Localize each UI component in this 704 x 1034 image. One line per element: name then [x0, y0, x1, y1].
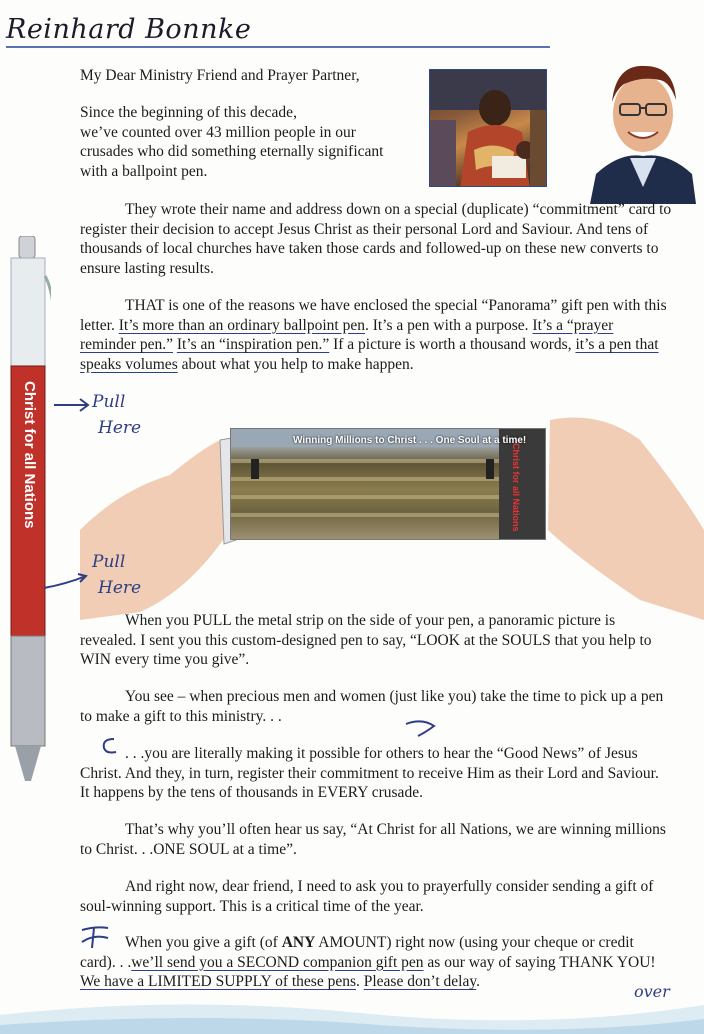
banner-headline: Winning Millions to Christ . . . One Soul at a time! — [293, 435, 527, 446]
signature: Reinhard Bonnke — [6, 14, 252, 45]
p4-text: When you PULL the metal strip on the side of your pen, a panoramic picture is revealed. I sent you this custom-designed pen to say, “LOOK at the SOULS that you help to WIN every time you give”. — [80, 612, 652, 668]
note-here-1: Here — [98, 418, 142, 438]
p9-part-e: . — [476, 973, 480, 990]
p3-part-e: about what you help to make happen. — [177, 355, 414, 373]
paragraph-2 — [80, 200, 672, 278]
p1-line-1: Since the beginning of this decade, — [80, 104, 297, 121]
p9-part-a: When you give a gift (of — [125, 934, 282, 951]
paragraph-8 — [80, 877, 672, 916]
salutation — [80, 66, 420, 86]
arrow-icon — [52, 395, 92, 415]
p1-line-3: crusades who did something eternally significant — [80, 143, 384, 160]
p9-part-d: . — [356, 973, 364, 990]
wave-decoration — [0, 985, 704, 1034]
p1-line-2: we’ve counted over 43 million people in our — [80, 123, 356, 141]
arrow-icon — [42, 570, 90, 592]
note-pull-2: Pull — [92, 552, 126, 572]
banner-side-label: Christ for all Nations — [511, 443, 521, 532]
p3-part-b: . It’s a pen with a purpose. — [364, 316, 533, 334]
note-over-text: over — [634, 982, 670, 1001]
p3-underline-4: it’s a pen that speaks volumes — [80, 336, 659, 373]
paragraph-5 — [80, 687, 672, 726]
p9-part-c: as our way of saying THANK YOU! — [423, 953, 656, 971]
note-here-2: Here — [98, 578, 142, 598]
p9-underline-3: Please don’t delay — [363, 973, 477, 990]
portrait-photo — [590, 52, 696, 204]
paragraph-4 — [80, 611, 672, 670]
p9-text — [80, 933, 672, 992]
p3-part-a: THAT is one of the reasons we have enclosed the special “Panorama” gift pen with this letter. — [80, 297, 667, 334]
p9-bold: ANY — [281, 934, 316, 951]
p5-text: You see – when precious men and women (just like you) take the time to pick up a pen to make a gift to this ministry. . . — [80, 688, 664, 725]
p7-text: That’s why you’ll often hear us say, “At Christ for all Nations, we are winning millions to Christ. . .ONE SOUL at a time”. — [80, 821, 666, 858]
panorama-banner — [230, 428, 546, 540]
note-pull-1: Pull — [92, 392, 126, 412]
paragraph-9 — [80, 933, 672, 992]
crusade-photo — [429, 69, 547, 187]
curved-arrow-icon — [404, 716, 438, 738]
p9-underline-2: We have a LIMITED SUPPLY of these pens — [80, 973, 356, 990]
p2-text: They wrote their name and address down on a special (duplicate) “commitment” card to register their decision to accept Jesus Christ as their personal Lord and Saviour. And tens of thousands of local churches have taken those cards and followed-up on these new converts to ensure lasting results. — [80, 201, 672, 277]
paragraph-6 — [80, 744, 672, 803]
paragraph-7 — [80, 820, 672, 859]
p6-text: . . .you are literally making it possible for others to hear the “Good News” of Jesus Christ. And they, in turn, register their commitment to receive Him as their Lord and Saviour. It happens by the tens of thousands in EVERY crusade. — [80, 745, 659, 801]
p1-line-4: with a ballpoint pen. — [80, 162, 208, 180]
p3-text — [80, 296, 672, 374]
p3-underline-2: It’s a “prayer reminder pen.” — [80, 316, 614, 353]
header-rule — [6, 46, 550, 48]
p8-text: And right now, dear friend, I need to ask you to prayerfully consider sending a gift of soul-winning support. This is a critical time of the year. — [80, 878, 654, 915]
pen-label: Christ for all Nations — [21, 381, 38, 529]
p3-underline-1: It’s more than an ordinary ballpoint pen — [118, 316, 365, 334]
p9-underline-1: we’ll send you a SECOND companion gift pen — [131, 953, 424, 971]
paragraph-1 — [80, 103, 420, 181]
p3-part-d: If a picture is worth a thousand words, — [329, 336, 576, 353]
p3-underline-3: It’s an “inspiration pen.” — [176, 336, 330, 353]
salutation-text: My Dear Ministry Friend and Prayer Partner, — [80, 67, 360, 84]
paragraph-3 — [80, 296, 672, 374]
gift-pen — [5, 236, 51, 786]
p9-part-b: AMOUNT) right now (using your cheque or credit card). . . — [80, 934, 634, 971]
